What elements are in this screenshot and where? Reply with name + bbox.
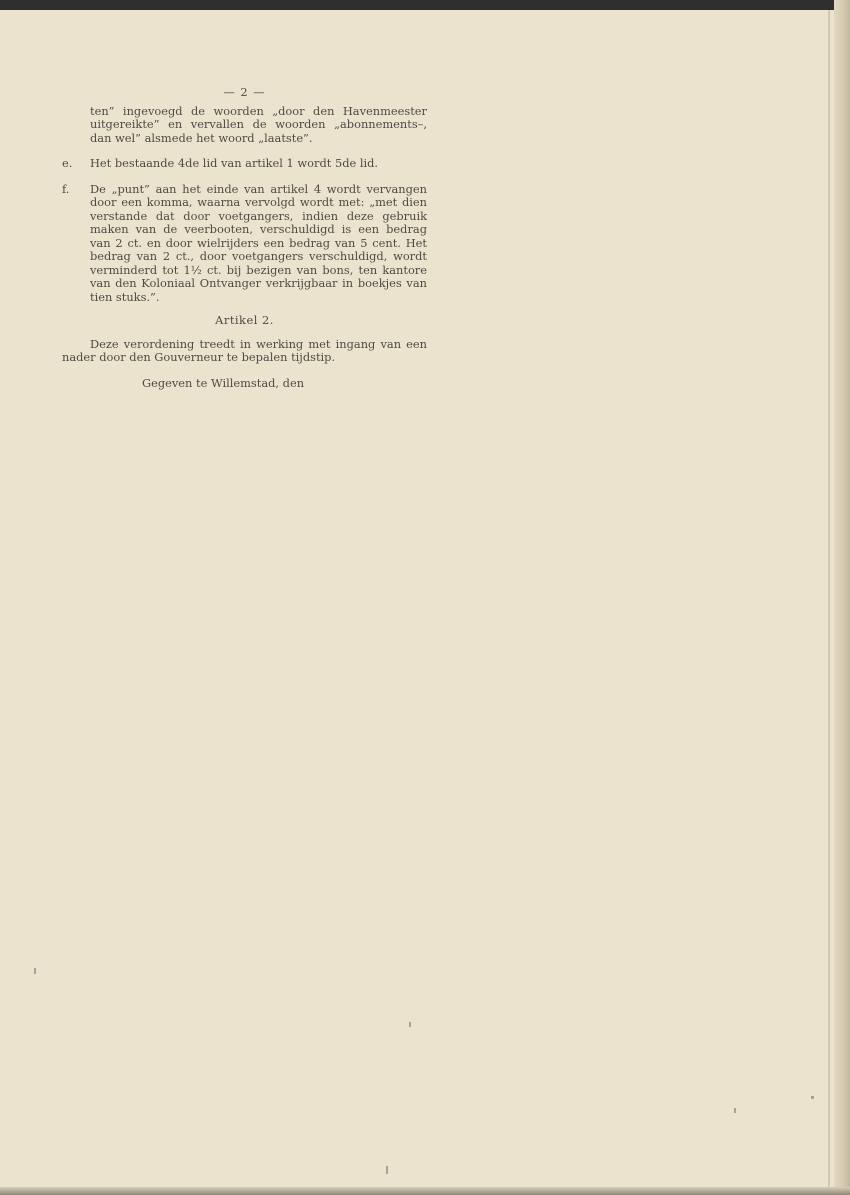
- scan-top-edge: [0, 0, 850, 10]
- continuation-paragraph: ten” ingevoegd de woorden „door den Havenmeester uitgereikte” en vervallen de woorden „abonnements–, dan wel” alsmede het woord „laatste”.: [90, 103, 427, 145]
- page-number: — 2 —: [223, 85, 266, 99]
- list-marker: e.: [62, 156, 73, 170]
- list-marker: f.: [62, 181, 70, 196]
- page-bottom-edge: [0, 1187, 850, 1195]
- list-item-f: [62, 183, 427, 305]
- article-paragraph: Deze verordening treedt in werking met ingang van een nader door den Gouverneur te bepalen tijdstip.: [62, 336, 427, 364]
- paper-speck: [34, 968, 36, 974]
- paper-speck: [811, 1096, 814, 1099]
- list-item-text: Het bestaande 4de lid van artikel 1 wordt 5de lid.: [90, 156, 379, 170]
- list-item-text: De „punt” aan het einde van artikel 4 wordt vervangen door een komma, waarna vervolgd wordt met: „met dien verstande dat door voetgangers, indien deze gebruik maken van de veerbooten, verschuldigd is een bedrag van 2 ct. en door wielrijders een bedrag van 5 cent. Het bedrag van 2 ct., door voetgangers verschuldigd, wordt verminderd tot 1½ ct. bij bezigen van bons, ten kantore van den Koloniaal Ontvanger verkrijgbaar in boekjes van tien stuks.”.: [90, 181, 427, 304]
- page-right-edge: [834, 0, 850, 1195]
- page-fold: [828, 10, 830, 1195]
- paper-speck: [386, 1166, 388, 1174]
- document-text: [62, 86, 427, 390]
- paper-speck: [409, 1022, 411, 1027]
- article-heading: Artikel 2.: [215, 313, 274, 327]
- list-item-e: [62, 157, 427, 171]
- given-at-line: Gegeven te Willemstad, den: [142, 375, 305, 390]
- paper-speck: [734, 1108, 736, 1113]
